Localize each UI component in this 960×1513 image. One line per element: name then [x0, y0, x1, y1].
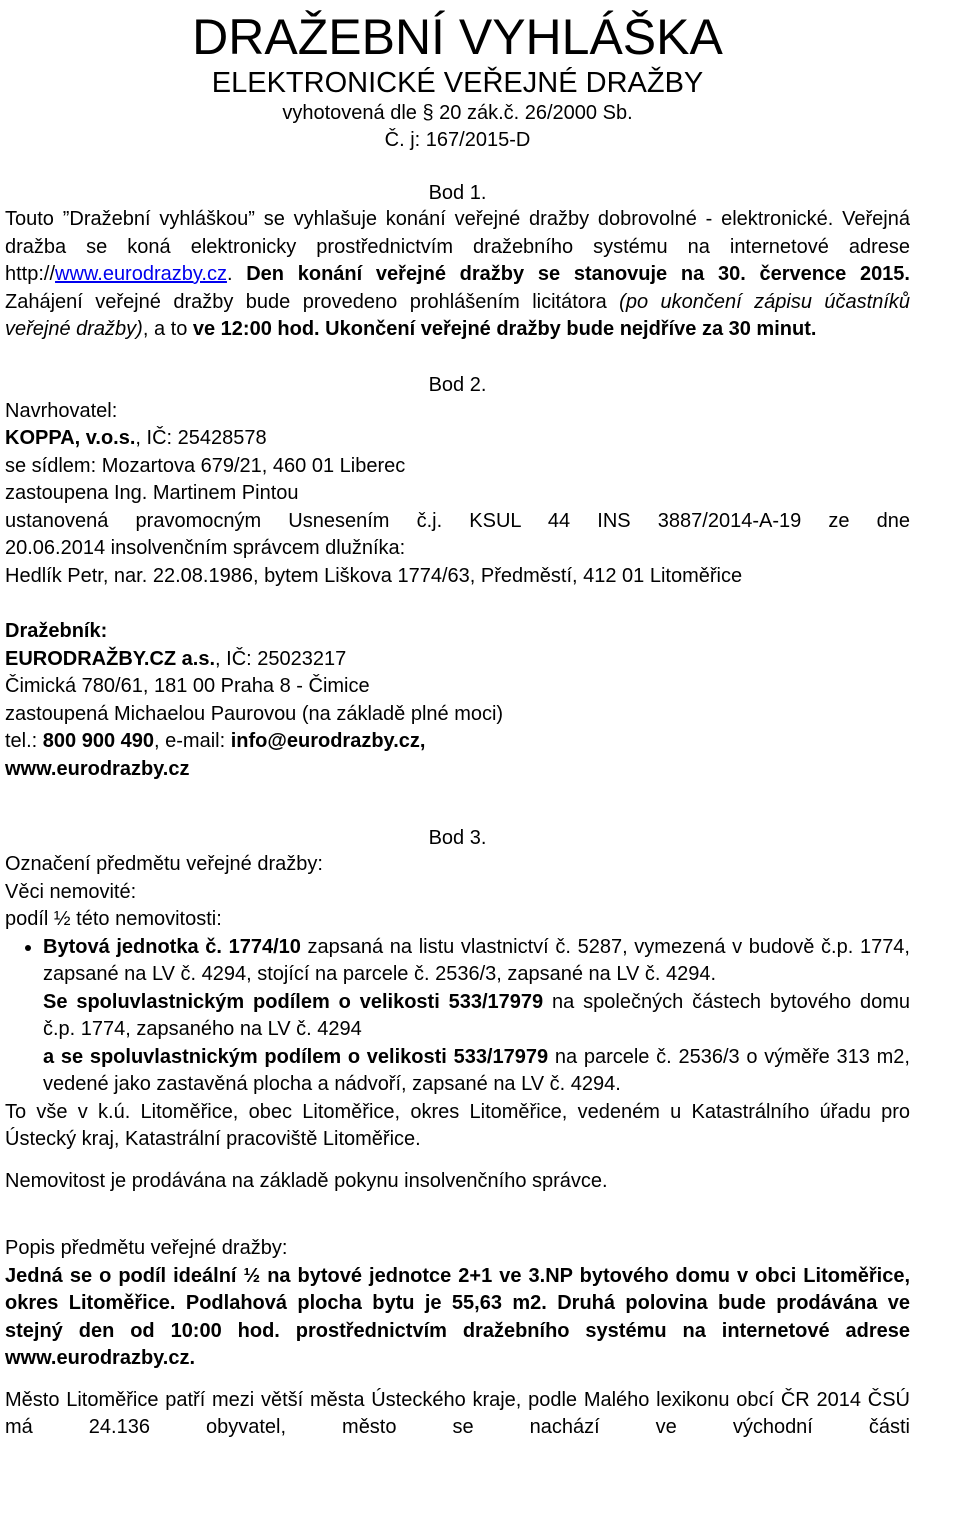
- legal-basis: vyhotovená dle § 20 zák.č. 26/2000 Sb.: [282, 102, 633, 124]
- auction-end-note: Ukončení veřejné dražby bude nejdříve za 30 minut.: [325, 318, 817, 340]
- debtor: Hedlík Petr, nar. 22.08.1986, bytem Liškova 1774/63, Předměstí, 412 01 Litoměřice: [5, 564, 743, 587]
- phone-number[interactable]: 800 900 490: [42, 730, 155, 752]
- auction-website-link[interactable]: www.eurodrazby.cz: [55, 263, 227, 285]
- cadastral-paragraph: To vše v k.ú. Litoměřice, obec Litoměřice, okres Litoměřice, vedeném u Katastrálního úřadu pro Ústecký kraj, Katastrální pracoviště Litoměřice.: [5, 1100, 910, 1150]
- auctioneer-label: Dražebník:: [5, 620, 108, 642]
- auctioneer-name-line: EURODRAŽBY.CZ a.s., IČ: 25023217: [5, 647, 347, 670]
- auctioneer-website: [5, 756, 910, 784]
- document-header: [5, 8, 910, 154]
- section-heading-bod-2: Bod 2.: [428, 373, 487, 396]
- document-subtitle: ELEKTRONICKÉ VEŘEJNÉ DRAŽBY: [211, 67, 704, 99]
- subject-description-label: Popis předmětu veřejné dražby:: [5, 1237, 288, 1259]
- proposer-seat: se sídlem: Mozartova 679/21, 460 01 Liberec: [5, 454, 406, 477]
- subject-description-paragraph: Jedná se o podíl ideální ½ na bytové jednotce 2+1 ve 3.NP bytového domu v obci Litoměřice, okres Litoměřice. Podlahová plocha bytu je 55,63 m2. Druhá polovina bude prodávána ve stejný den od 10:00 hod. prostřednictvím dražebního systému na internetové adrese www.eurodrazby.cz.: [5, 1264, 910, 1369]
- sale-basis-paragraph: Nemovitost je prodávána na základě pokynu insolvenčního správce.: [5, 1169, 608, 1192]
- bod-1-paragraph: Touto ”Dražební vyhláškou” se vyhlašuje konání veřejné dražby dobrovolné - elektronické. Veřejná dražba se koná elektronicky prostřednictvím dražebního systému na internetové adrese http://www.eurodrazby.cz. Den konání veřejné dražby se stanovuje na 30. července 2015. Zahájení veřejné dražby bude provedeno prohlášením licitátora (po ukončení zápisu účastníků veřejné dražby), a to ve 12:00 hod. Ukončení veřejné dražby bude nejdříve za 30 minut.: [5, 208, 910, 340]
- auctioneer-representative: zastoupená Michaelou Paurovou (na základě plné moci): [5, 702, 504, 725]
- section-heading-bod-3: Bod 3.: [428, 827, 487, 849]
- share-label: podíl ½ této nemovitosti:: [5, 908, 222, 930]
- proposer-name-line: KOPPA, v.o.s., IČ: 25428578: [5, 427, 267, 449]
- proposer-representative: zastoupena Ing. Martinem Pintou: [5, 482, 299, 504]
- proposer-appointment-cont: 20.06.2014 insolvenčním správcem dlužníka:: [5, 537, 406, 559]
- section-heading-bod-1: Bod 1.: [428, 182, 487, 204]
- document-page: [5, 0, 910, 1442]
- subject-designation-label: Označení předmětu veřejné dražby:: [5, 853, 323, 875]
- auction-start-time: ve 12:00 hod.: [192, 318, 320, 340]
- auction-date: Den konání veřejné dražby se stanovuje na 30. července 2015.: [246, 263, 910, 285]
- proposer-label: Navrhovatel:: [5, 399, 118, 422]
- proposer-appointment: ustanovená pravomocným Usnesením č.j. KSUL 44 INS 3887/2014-A-19 ze dne: [5, 509, 910, 532]
- city-paragraph: Město Litoměřice patří mezi větší města Ústeckého kraje, podle Malého lexikonu obcí ČR 2014 ČSÚ má 24.136 obyvatel, město se nachází ve východní části: [5, 1388, 910, 1438]
- document-title: DRAŽEBNÍ VYHLÁŠKA: [192, 9, 723, 65]
- real-estate-label: Věci nemovité:: [5, 880, 137, 903]
- auctioneer-address: Čimická 780/61, 181 00 Praha 8 - Čimice: [5, 675, 370, 697]
- email-link[interactable]: info@eurodrazby.cz,: [230, 730, 426, 752]
- reference-number: Č. j: 167/2015-D: [384, 129, 531, 151]
- website-link[interactable]: www.eurodrazby.cz: [5, 757, 190, 780]
- property-list: [5, 934, 910, 1099]
- list-item: • Bytová jednotka č. 1774/10 zapsaná na listu vlastnictví č. 5287, vymezená v budově č.p. 1774, zapsané na LV č. 4294, stojící na parcele č. 2536/3, zapsané na LV č. 4294. Se spoluvlastnickým podílem o velikosti 533/17979 na společných částech bytového domu č.p. 1774, zapsaného na LV č. 4294 a se spoluvlastnickým podílem o velikosti 533/17979 na parcele č. 2536/3 o výměře 313 m2, vedené jako zastavěná plocha a nádvoří, zapsané na LV č. 4294.: [43, 934, 910, 1099]
- auctioneer-contact: tel.: 800 900 490, e-mail: info@eurodrazby.cz,: [5, 730, 426, 752]
